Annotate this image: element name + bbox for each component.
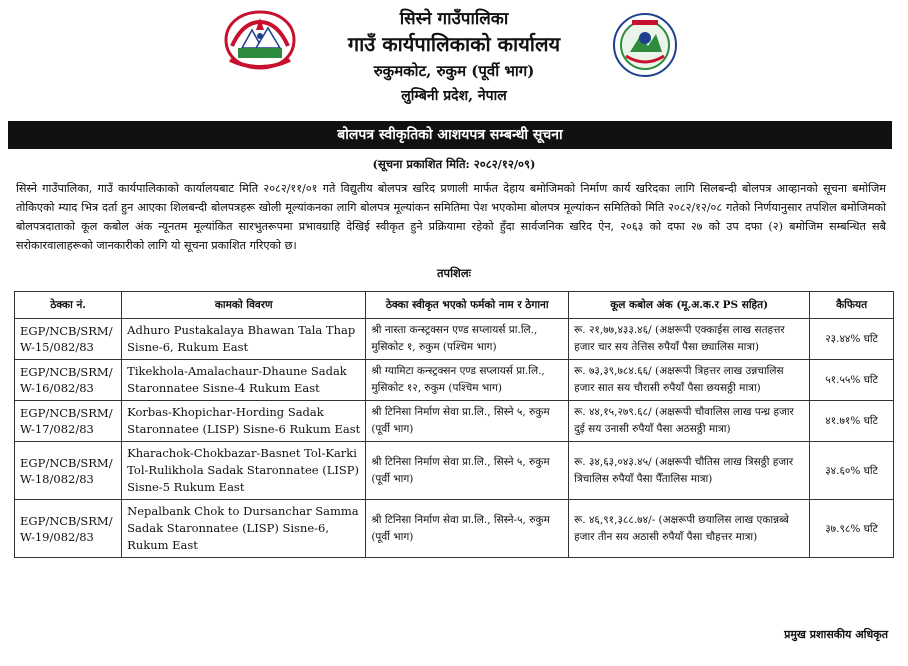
- table-row: [15, 360, 894, 401]
- header-remarks: कैफियत: [810, 292, 894, 319]
- table-row: [15, 401, 894, 442]
- cell-amount: रू. २१,७७,४३३.४६/ (अक्षरूपी एक्काईस लाख सतहत्तर हजार चार सय तेत्तिस रुपैयाँ पैसा छ्यालिस मात्रा): [569, 319, 810, 360]
- cell-firm: श्री ग्यामिटा कन्स्ट्रक्सन एण्ड सप्लायर्स प्रा.लि., मुसिकोट १२, रुकुम (पश्चिम भाग): [366, 360, 569, 401]
- cell-amount: रू. ४४,१५,२७९.६८/ (अक्षरूपी चौवालिस लाख पन्ध्र हजार दुई सय उनासी रुपैयाँ पैसा अठसठ्ठी मात्रा): [569, 401, 810, 442]
- cell-description: Adhuro Pustakalaya Bhawan Tala Thap Sisne-6, Rukum East: [122, 319, 366, 360]
- cell-description: Nepalbank Chok to Dursanchar Samma Sadak Staronnatee (LISP) Sisne-6, Rukum East: [122, 500, 366, 558]
- cell-firm: श्री टिनिसा निर्माण सेवा प्रा.लि., सिस्ने ५, रुकुम (पूर्वी भाग): [366, 401, 569, 442]
- cell-contract-no: EGP/NCB/SRM/ W-19/082/83: [15, 500, 122, 558]
- cell-contract-no: EGP/NCB/SRM/ W-15/082/83: [15, 319, 122, 360]
- cell-amount: रू. ७३,३९,७८४.६६/ (अक्षरूपी त्रिहत्तर लाख उन्नचालिस हजार सात सय चौरासी रुपैयाँ पैसा छयसठ्ठी मात्रा): [569, 360, 810, 401]
- header-contract-no: ठेक्का नं.: [15, 292, 122, 319]
- header-firm: ठेक्का स्वीकृत भएको फर्मको नाम र ठेगाना: [366, 292, 569, 319]
- municipality-name: सिस्ने गाउँपालिका: [399, 9, 509, 29]
- cell-amount: रू. ४६,९१,३८८.७४/- (अक्षरूपी छयालिस लाख एकान्नब्बे हजार तीन सय अठासी रुपैयाँ पैसा चौहत्तर मात्रा): [569, 500, 810, 558]
- details-label: तपशिलः: [436, 266, 471, 280]
- header-description: कामको विवरण: [122, 292, 366, 319]
- notice-title-banner: बोलपत्र स्वीकृतिको आशयपत्र सम्बन्धी सूचना: [8, 121, 892, 149]
- contract-table: [14, 291, 894, 558]
- cell-contract-no: EGP/NCB/SRM/ W-16/082/83: [15, 360, 122, 401]
- cell-description: Kharachok-Chokbazar-Basnet Tol-Karki Tol-Rulikhola Sadak Staronnatee (LISP) Sisne-5 Rukum East: [122, 442, 366, 500]
- cell-remarks: २३.४४% घटि: [810, 319, 894, 360]
- cell-contract-no: EGP/NCB/SRM/ W-17/082/83: [15, 401, 122, 442]
- table-row: [15, 500, 894, 558]
- cell-firm: श्री टिनिसा निर्माण सेवा प्रा.लि., सिस्ने ५, रुकुम (पूर्वी भाग): [366, 442, 569, 500]
- cell-contract-no: EGP/NCB/SRM/ W-18/082/83: [15, 442, 122, 500]
- published-date: (सूचना प्रकाशित मिति: २०८२/१२/०९): [372, 157, 536, 171]
- office-location: रुकुमकोट, रुकुम (पूर्वी भाग): [373, 62, 535, 80]
- office-name: गाउँ कार्यपालिकाको कार्यालय: [347, 32, 561, 56]
- signatory-title: प्रमुख प्रशासकीय अधिकृत: [784, 628, 888, 641]
- cell-firm: श्री टिनिसा निर्माण सेवा प्रा.लि., सिस्ने-५, रुकुम (पूर्वी भाग): [366, 500, 569, 558]
- letterhead: [0, 0, 908, 118]
- header-amount: कूल कबोल अंक (मू.अ.क.र PS सहित): [569, 292, 810, 319]
- cell-amount: रू. ३४,६३,०४३.४५/ (अक्षरूपी चौतिस लाख त्रिसठ्ठी हजार त्रिचालिस रुपैयाँ पैसा पैँतालिस मात्रा): [569, 442, 810, 500]
- cell-remarks: ३७.९८% घटि: [810, 500, 894, 558]
- notice-body-paragraph: सिस्ने गाउँपालिका, गाउँ कार्यपालिकाको कार्यालयबाट मिति २०८२/११/०१ गते विद्युतीय बोलपत्र खरिद प्रणाली मार्फत देहाय बमोजिमको निर्माण कार्य खरिदका लागि सिलबन्दी बोलपत्र आव्हानको सूचना बमोजिम तोकिएको म्याद भित्र दर्ता हुन आएका शिलबन्दी बोलपत्रहरू खोली मूल्यांकनका लागि बोलपत्र मूल्यांकन समितिमा पेश भएकोमा बोलपत्र मूल्यांकन समितिको मिति २०८२/१२/०८ गतेको निर्णयानुसार तपशिल बमोजिमको बोलपत्रदाताको कूल कबोल अंक न्यूनतम मूल्यांकित सारभुतरूपमा प्रभावग्राहि देखिई स्वीकृत हुने प्रक्रियामा रहेको हुँदा सार्वजनिक खरिद ऐन, २०६३ को दफा २७ को उप दफा (२) बमोजिम सम्बन्धित सबै सरोकारवालाहरूको जानकारीको लागि यो सूचना प्रकाशित गरिएको छ।: [16, 182, 886, 252]
- cell-remarks: ३४.६०% घटि: [810, 442, 894, 500]
- cell-remarks: ५१.५५% घटि: [810, 360, 894, 401]
- table-row: [15, 319, 894, 360]
- table-row: [15, 442, 894, 500]
- cell-firm: श्री नास्ता कन्स्ट्रक्सन एण्ड सप्लायर्स प्रा.लि., मुसिकोट १, रुकुम (पश्चिम भाग): [366, 319, 569, 360]
- cell-remarks: ४१.७१% घटि: [810, 401, 894, 442]
- table-header-row: [15, 292, 894, 319]
- cell-description: Korbas-Khopichar-Hording Sadak Staronnatee (LISP) Sisne-6 Rukum East: [122, 401, 366, 442]
- cell-description: Tikekhola-Amalachaur-Dhaune Sadak Staronnatee Sisne-4 Rukum East: [122, 360, 366, 401]
- province-name: लुम्बिनी प्रदेश, नेपाल: [401, 88, 507, 104]
